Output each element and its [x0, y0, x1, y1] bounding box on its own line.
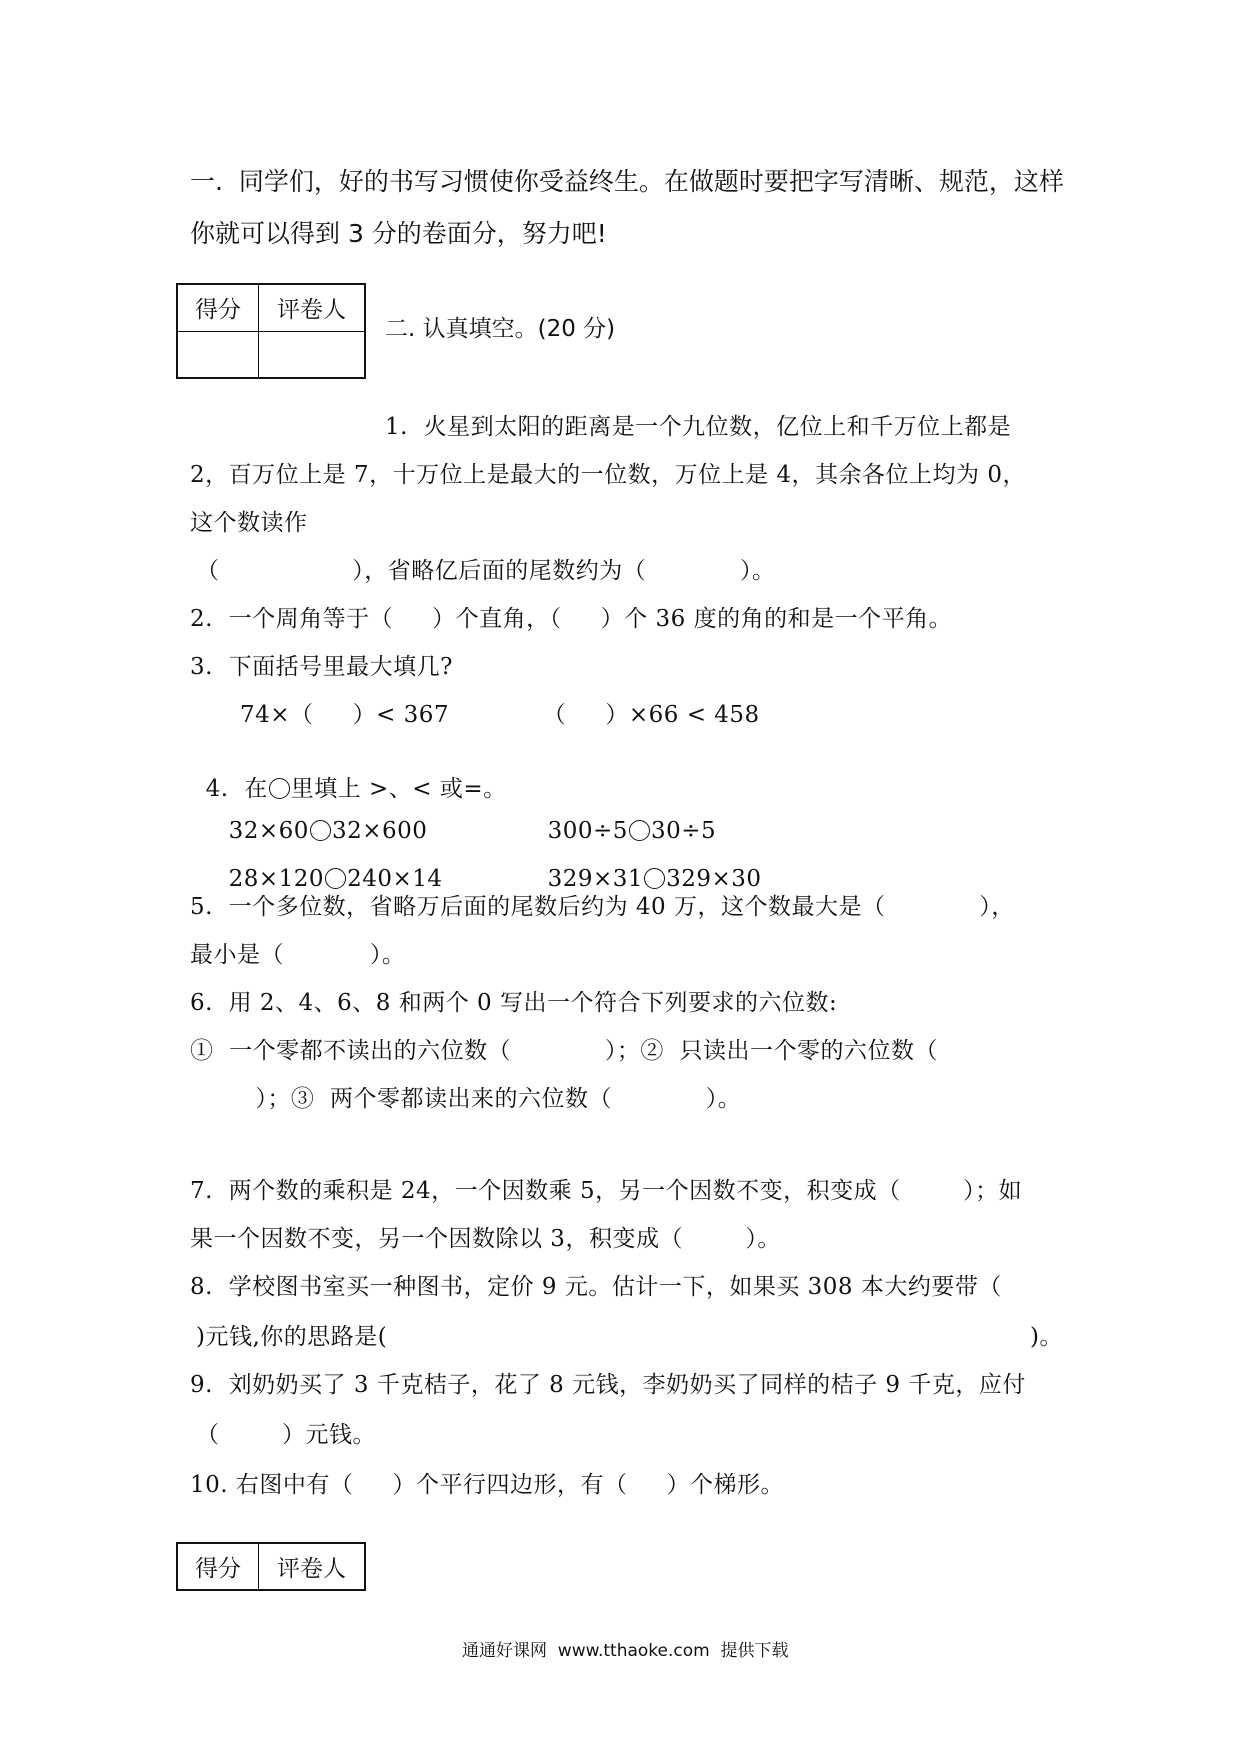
- q3-line-2: 74×（ ）< 367 （ ）×66 < 458: [240, 702, 760, 728]
- q1-line-4: （ ），省略亿后面的尾数约为（ ）。: [196, 558, 776, 584]
- expr-left: 32×60: [228, 818, 309, 844]
- q9-line-1: 9. 刘奶奶买了 3 千克桔子，花了 8 元钱，李奶奶买了同样的桔子 9 千克，应付: [190, 1372, 1026, 1398]
- expr-right: 30÷5: [650, 818, 717, 844]
- score-label: 得分: [177, 1543, 259, 1590]
- intro-line-1: 一. 同学们，好的书写习惯使你受益终生。在做题时要把字写清晰、规范，这样: [190, 167, 1064, 196]
- section-2-title: 二. 认真填空。(20 分): [385, 316, 616, 342]
- circle-icon[interactable]: [629, 820, 650, 841]
- score-box: [176, 283, 366, 379]
- expr-left: 329×31: [547, 866, 644, 892]
- q4-prefix: 4. 在: [205, 776, 268, 802]
- q6-line-3: ）；③ 两个零都读出来的六位数（ ）。: [232, 1086, 742, 1112]
- q10-line-1: 10. 右图中有（ ）个平行四边形，有（ ）个梯形。: [190, 1472, 784, 1498]
- q8-line-2a: )元钱,你的思路是(: [196, 1324, 388, 1350]
- q4-expr-2: [532, 792, 716, 844]
- intro-line-2: 你就可以得到 3 分的卷面分，努力吧!: [190, 219, 607, 248]
- circle-icon[interactable]: [310, 820, 331, 841]
- circle-icon[interactable]: [644, 868, 665, 889]
- q6-line-2: ① 一个零都不读出的六位数（ ）；② 只读出一个零的六位数（: [190, 1038, 938, 1064]
- q7-line-1: 7. 两个数的乘积是 24，一个因数乘 5，另一个因数不变，积变成（ ）；如: [190, 1178, 1023, 1204]
- score-cell[interactable]: [177, 331, 259, 378]
- q1-line-3: 这个数读作: [190, 510, 308, 536]
- expr-right: 240×14: [347, 866, 443, 892]
- q7-line-2: 果一个因数不变，另一个因数除以 3，积变成（ ）。: [190, 1226, 781, 1252]
- page-footer: 通通好课网 www.tthaoke.com 提供下载: [462, 1641, 789, 1661]
- grader-label: 评卷人: [259, 284, 366, 331]
- q5-line-1: 5. 一个多位数，省略万后面的尾数后约为 40 万，这个数最大是（ ），: [190, 894, 1015, 920]
- q3-line-1: 3. 下面括号里最大填几?: [190, 654, 453, 680]
- q5-line-2: 最小是（ ）。: [190, 942, 406, 968]
- circle-icon[interactable]: [325, 868, 346, 889]
- q4-instruction: 里填上 >、< 或=。: [290, 776, 507, 802]
- expr-right: 32×600: [331, 818, 428, 844]
- score-label: 得分: [177, 284, 259, 331]
- score-box-2: [176, 1542, 366, 1591]
- expr-right: 329×30: [666, 866, 762, 892]
- q1-line-2: 2，百万位上是 7，十万位上是最大的一位数，万位上是 4，其余各位上均为 0，: [190, 462, 1026, 488]
- q9-line-2: （ ）元钱。: [196, 1422, 376, 1448]
- q8-line-2b: )。: [1030, 1324, 1063, 1350]
- grader-label: 评卷人: [259, 1543, 366, 1590]
- expr-left: 300÷5: [547, 818, 628, 844]
- q4-expr-1: [213, 792, 427, 844]
- q1-line-1: 1. 火星到太阳的距离是一个九位数，亿位上和千万位上都是: [385, 414, 1012, 440]
- expr-left: 28×120: [228, 866, 325, 892]
- q6-line-1: 6. 用 2、4、6、8 和两个 0 写出一个符合下列要求的六位数:: [190, 990, 838, 1016]
- q4-expr-3: [213, 840, 443, 892]
- q4-expr-4: [532, 840, 762, 892]
- grader-cell[interactable]: [259, 331, 366, 378]
- q8-line-1: 8. 学校图书室买一种图书，定价 9 元。估计一下，如果买 308 本大约要带（: [190, 1274, 1002, 1300]
- q2-line-1: 2. 一个周角等于（ ）个直角，（ ）个 36 度的角的和是一个平角。: [190, 606, 953, 632]
